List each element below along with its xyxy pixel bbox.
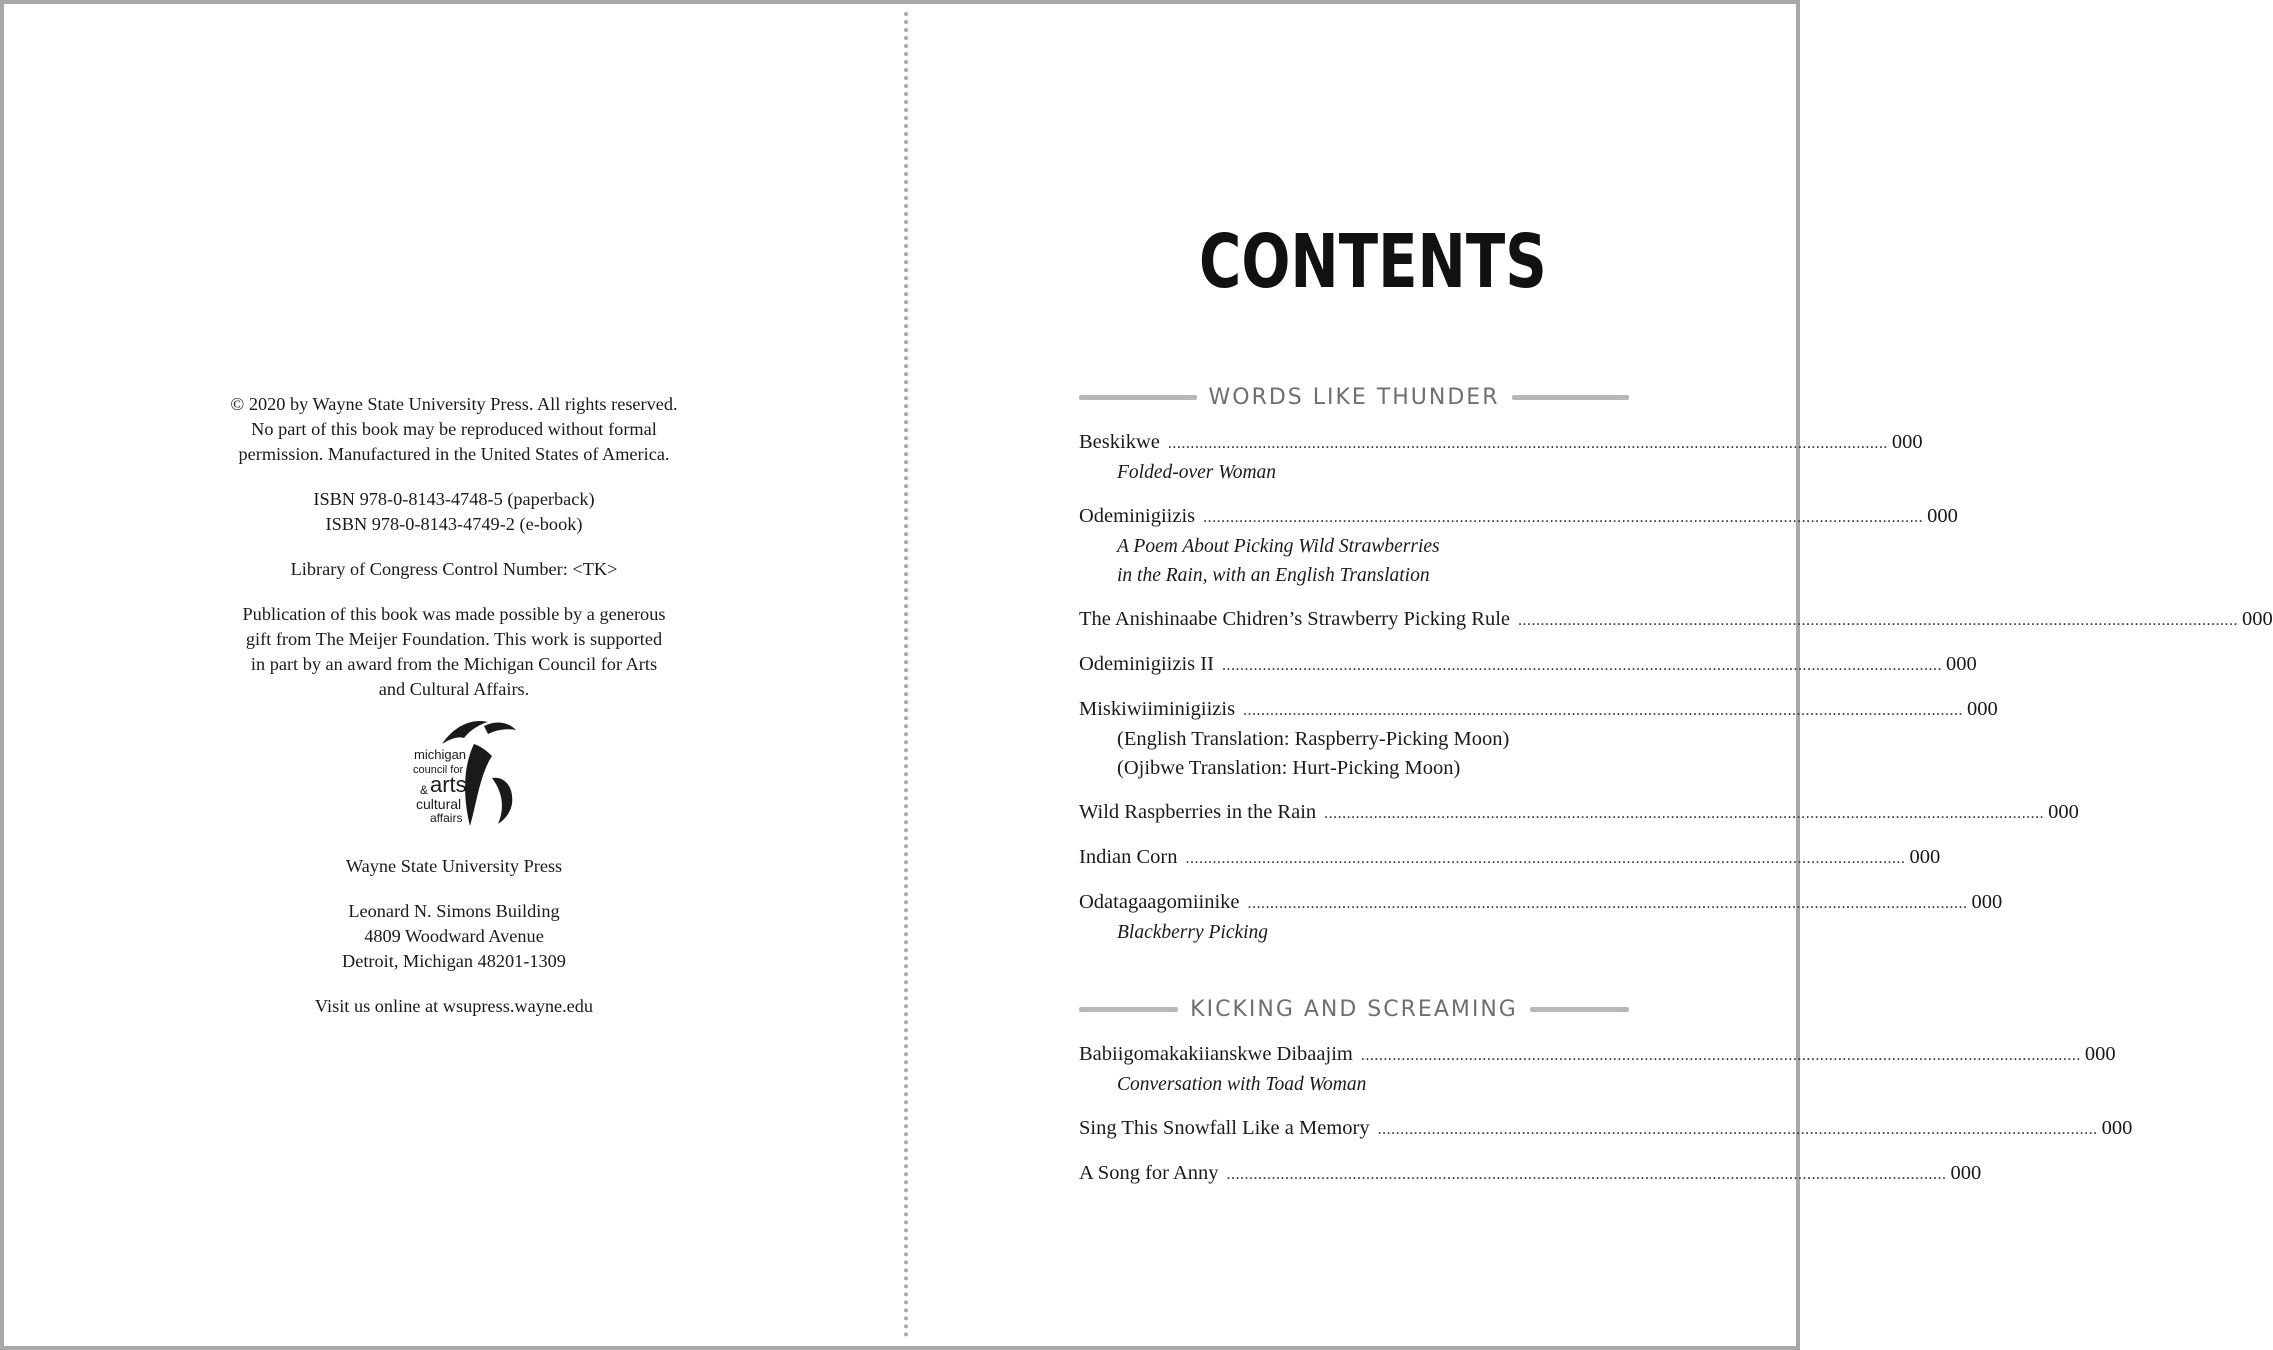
toc-page-number: 000 [2048, 801, 2079, 823]
toc-entry-title: Beskikwe [1079, 431, 1160, 453]
isbn-block [204, 487, 704, 537]
publisher-address [204, 899, 704, 974]
logo-word: cultural [416, 796, 462, 812]
publication-support-notice [204, 602, 704, 702]
toc-entry-row [1079, 888, 2003, 918]
page-gutter-divider [904, 12, 908, 1338]
dot-leader: ................................................................................................................................................................ [1360, 1047, 2081, 1064]
toc-entry-title: Odeminigiizis II [1079, 653, 1214, 675]
toc-entry-title: Indian Corn [1079, 846, 1178, 868]
lccn: Library of Congress Control Number: <TK> [290, 559, 618, 579]
toc-entry-title: Miskiwiiminigiizis [1079, 698, 1236, 720]
dot-leader: ................................................................................................................................................................ [1185, 850, 1906, 867]
dot-leader: ................................................................................................................................................................ [1518, 612, 2238, 629]
logo-word: michigan [414, 747, 467, 762]
toc-entry-subtitle: A Poem About Picking Wild Strawberries [1117, 536, 1440, 557]
toc-page-number: 000 [1909, 846, 1941, 868]
toc-page-number: 000 [2101, 1117, 2133, 1139]
toc-page-number: 000 [2084, 1043, 2116, 1065]
toc-entry-row [1079, 843, 1941, 873]
copyright-line: permission. Manufactured in the United States of America. [238, 444, 670, 464]
toc-entry-row [1079, 1040, 2116, 1070]
address-line: Detroit, Michigan 48201-1309 [342, 951, 566, 971]
toc-entry-title: Wild Raspberries in the Rain [1079, 801, 1317, 823]
support-line: and Cultural Affairs. [378, 679, 530, 699]
toc-entry-title: Sing This Snowfall Like a Memory [1079, 1117, 1370, 1139]
support-line: gift from The Meijer Foundation. This work is supported [245, 629, 663, 649]
support-line: Publication of this book was made possible by a generous [242, 604, 666, 624]
dot-leader: ................................................................................................................................................................ [1377, 1121, 2098, 1138]
toc-entry [1079, 502, 1958, 590]
toc-entry [1079, 605, 2273, 635]
toc-entry-row [1079, 1114, 2133, 1144]
toc-entry-row [1079, 650, 1977, 680]
address-line: 4809 Woodward Avenue [364, 926, 544, 946]
toc-entry [1079, 1159, 1982, 1189]
dot-leader: ................................................................................................................................................................ [1167, 435, 1888, 452]
toc-page-number: 000 [1945, 653, 1977, 675]
address-line: Leonard N. Simons Building [348, 901, 560, 921]
toc-entry-row [1079, 502, 1958, 532]
toc-entry-row [1079, 605, 2273, 635]
section-heading-label: WORDS LIKE THUNDER [1208, 384, 1500, 410]
section-heading [1079, 382, 1629, 412]
toc-entry [1079, 843, 1941, 873]
logo-word: council for [413, 764, 464, 776]
dot-leader: ................................................................................................................................................................ [1203, 509, 1924, 526]
toc-page-number: 000 [1967, 698, 1998, 720]
copyright-page [204, 392, 704, 1031]
toc-page-number: 000 [2242, 608, 2273, 630]
toc-entry-row [1079, 1159, 1982, 1189]
toc-page-number: 000 [1971, 891, 2003, 913]
toc-entry [1079, 888, 2003, 947]
toc-entry [1079, 695, 1998, 783]
toc-entry [1079, 798, 2079, 828]
toc-entry-row [1079, 695, 1998, 725]
heading-rule-right [1512, 395, 1630, 400]
copyright-line: © 2020 by Wayne State University Press. All rights reserved. [230, 394, 678, 414]
toc-entry [1079, 650, 1977, 680]
section-heading [1079, 994, 1629, 1024]
toc-entry-title: Babiigomakakiianskwe Dibaajim [1079, 1043, 1353, 1065]
section-heading-label: KICKING AND SCREAMING [1190, 996, 1518, 1022]
toc-entry-subtitle: (English Translation: Raspberry-Picking Moon) [1117, 728, 1510, 750]
toc-section-list [1079, 1040, 2133, 1204]
dot-leader: ................................................................................................................................................................ [1226, 1166, 1947, 1183]
toc-section-list [1079, 428, 2273, 962]
heading-rule-left [1079, 395, 1197, 400]
toc-page-number: 000 [1927, 505, 1958, 527]
toc-entry-title: Odatagaagomiinike [1079, 891, 1240, 913]
toc-entry [1079, 1114, 2133, 1144]
isbn-ebook: ISBN 978-0-8143-4749-2 (e-book) [325, 514, 583, 534]
isbn-paperback: ISBN 978-0-8143-4748-5 (paperback) [313, 489, 595, 509]
publisher-name: Wayne State University Press [345, 856, 563, 876]
toc-entry [1079, 428, 1923, 487]
toc-entry-title: Odeminigiizis [1079, 505, 1196, 527]
toc-entry-subtitle: (Ojibwe Translation: Hurt-Picking Moon) [1117, 757, 1461, 779]
heading-rule-right [1530, 1007, 1629, 1012]
copyright-line: No part of this book may be reproduced without formal [251, 419, 657, 439]
support-line: in part by an award from the Michigan Council for Arts [250, 654, 658, 674]
toc-entry-row [1079, 428, 1923, 458]
heading-rule-left [1079, 1007, 1178, 1012]
copyright-notice [204, 392, 704, 467]
publisher-website: Visit us online at wsupress.wayne.edu [314, 996, 594, 1016]
toc-entry-row [1079, 798, 2079, 828]
toc-entry-subtitle: Blackberry Picking [1117, 922, 1269, 943]
toc-page-number: 000 [1891, 431, 1923, 453]
logo-word: affairs [430, 811, 463, 825]
toc-page-number: 000 [1950, 1162, 1982, 1184]
toc-entry [1079, 1040, 2116, 1099]
dot-leader: ................................................................................................................................................................ [1324, 805, 2045, 822]
dot-leader: ................................................................................................................................................................ [1243, 702, 1964, 719]
logo-word: arts [430, 772, 467, 797]
contents-title [1079, 209, 1547, 309]
toc-entry-subtitle: Conversation with Toad Woman [1117, 1074, 1367, 1095]
toc-entry-subtitle: in the Rain, with an English Translation [1117, 565, 1430, 586]
toc-entry-title: A Song for Anny [1079, 1162, 1219, 1184]
dot-leader: ................................................................................................................................................................ [1221, 657, 1942, 674]
michigan-council-for-arts-logo [384, 714, 524, 844]
contents-title-text: CONTENTS [1199, 217, 1547, 305]
dot-leader: ................................................................................................................................................................ [1247, 895, 1968, 912]
toc-entry-subtitle: Folded-over Woman [1117, 462, 1277, 483]
logo-word: & [420, 783, 429, 797]
toc-entry-title: The Anishinaabe Chidren’s Strawberry Picking Rule [1079, 608, 1510, 630]
